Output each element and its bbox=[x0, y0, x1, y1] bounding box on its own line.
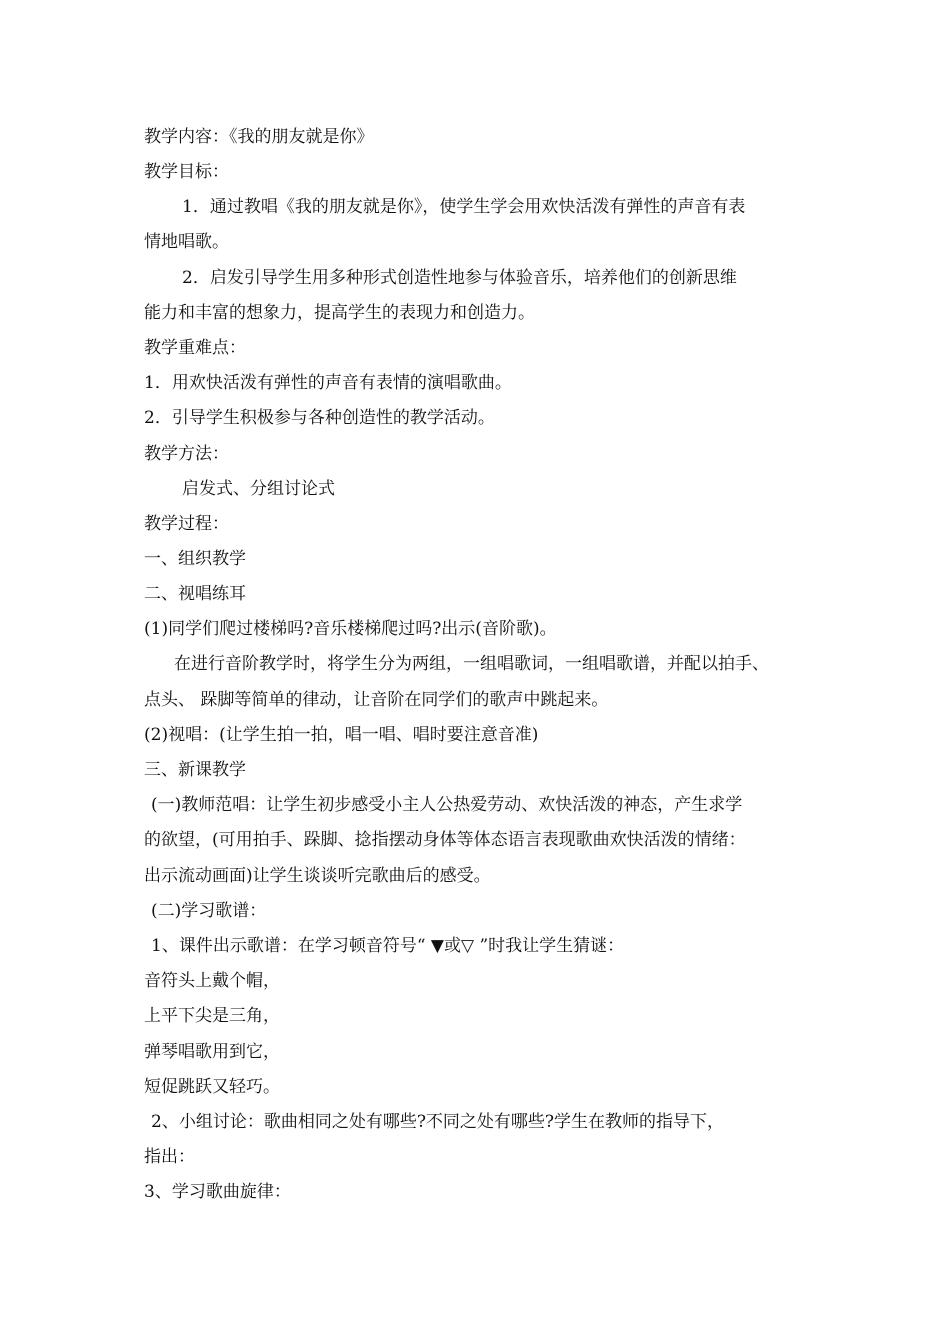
step-1-text: (1)同学们爬过楼梯吗?音乐楼梯爬过吗?出示(音阶歌)。 bbox=[144, 619, 557, 639]
learn-score-heading: (二)学习歌谱： bbox=[151, 901, 267, 921]
key-point-2: 2．引导学生积极参与各种创造性的教学活动。 bbox=[144, 408, 495, 428]
step-2-text: (2)视唱：(让学生拍一拍，唱一唱、唱时要注意音准) bbox=[144, 725, 539, 745]
scale-teaching-line-1: 在进行音阶教学时，将学生分为两组，一组唱歌词，一组唱歌谱，并配以拍手、 bbox=[174, 654, 769, 674]
section-3-heading: 三、新课教学 bbox=[144, 760, 246, 780]
scale-teaching-line-2: 点头、 跺脚等简单的律动，让音阶在同学们的歌声中跳起来。 bbox=[144, 690, 609, 710]
goal-2-line-2: 能力和丰富的想象力，提高学生的表现力和创造力。 bbox=[144, 303, 535, 323]
goal-1-line-1: 1．通过教唱《我的朋友就是你》，使学生学会用欢快活泼有弹性的声音有表 bbox=[182, 197, 746, 217]
teaching-methods-heading: 教学方法： bbox=[144, 444, 229, 464]
key-point-1: 1．用欢快活泼有弹性的声音有表情的演唱歌曲。 bbox=[144, 373, 512, 393]
section-1-heading: 一、组织教学 bbox=[144, 549, 246, 569]
key-points-heading: 教学重难点： bbox=[144, 338, 246, 358]
learn-melody-line: 3、学习歌曲旋律： bbox=[144, 1182, 291, 1202]
teaching-process-heading: 教学过程： bbox=[144, 514, 229, 534]
teacher-demo-line-2: 的欲望，(可用拍手、跺脚、捻指摆动身体等体态语言表现歌曲欢快活泼的情绪： bbox=[144, 830, 746, 850]
teacher-demo-line-1: (一)教师范唱：让学生初步感受小主人公热爱劳动、欢快活泼的神态，产生求学 bbox=[151, 795, 743, 815]
section-2-heading: 二、视唱练耳 bbox=[144, 584, 246, 604]
courseware-score-line: 1、课件出示歌谱：在学习顿音符号“ ▼或▽ ”时我让学生猜谜： bbox=[151, 936, 625, 956]
goal-2-line-1: 2．启发引导学生用多种形式创造性地参与体验音乐，培养他们的创新思维 bbox=[182, 268, 737, 288]
group-discussion-line-2: 指出： bbox=[144, 1147, 195, 1167]
group-discussion-line-1: 2、小组讨论：歌曲相同之处有哪些?不同之处有哪些?学生在教师的指导下， bbox=[151, 1112, 725, 1132]
riddle-line-4: 短促跳跃又轻巧。 bbox=[144, 1077, 280, 1097]
riddle-line-2: 上平下尖是三角， bbox=[144, 1006, 280, 1026]
riddle-line-3: 弹琴唱歌用到它， bbox=[144, 1042, 280, 1062]
teaching-methods-text: 启发式、分组讨论式 bbox=[182, 479, 335, 499]
riddle-line-1: 音符头上戴个帽， bbox=[144, 971, 280, 991]
teaching-goals-heading: 教学目标： bbox=[144, 162, 229, 182]
teacher-demo-line-3: 出示流动画面)让学生谈谈听完歌曲后的感受。 bbox=[144, 866, 491, 886]
goal-1-line-2: 情地唱歌。 bbox=[144, 232, 229, 252]
teaching-content-line: 教学内容：《我的朋友就是你》 bbox=[144, 127, 374, 147]
